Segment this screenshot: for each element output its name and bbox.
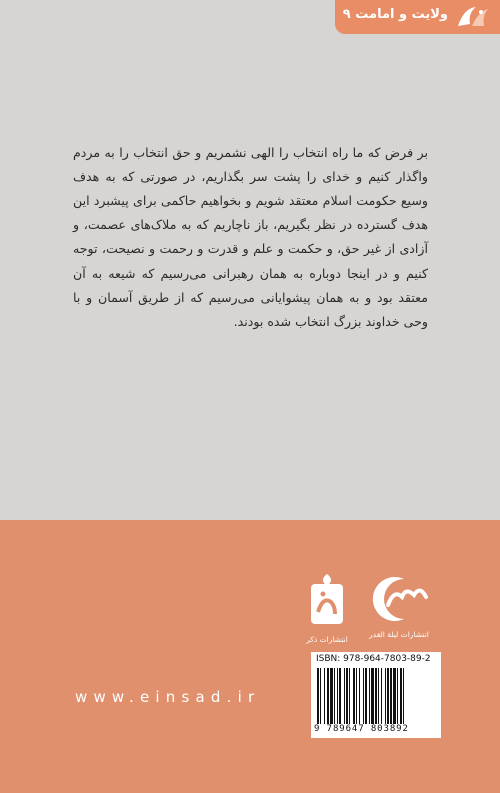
publisher-laylat-caption: انتشارات لیلة القدر — [369, 630, 429, 639]
website-link[interactable]: www.einsad.ir — [75, 688, 261, 706]
publisher-laylat-logo — [360, 575, 438, 639]
barcode-digits: 9 789647 803892 — [314, 724, 409, 734]
series-tab — [335, 0, 500, 34]
publisher-zekr-caption: انتشارات ذکر — [306, 635, 348, 644]
barcode-bars — [317, 668, 435, 724]
isbn-label: ISBN: 978-964-7803-89-2 — [316, 654, 431, 664]
zekr-emblem-icon — [305, 572, 349, 628]
series-title: ولایت و امامت ۹ — [342, 7, 448, 22]
back-cover-text: بر فرض که ما راه انتخاب را الهی نشمریم و حق انتخاب را به مردم واگذار کنیم و خدای را پشت سر بگذاریم، در صورتی که به هدف وسیع حکومت اسلام معتقد شویم و بخواهیم حاکمی برای پیشبرد این هدف گسترده در نظر بگیریم، باز ناچاریم که به ملاک‌های عصمت، و آزادی از غیر حق، و حکمت و علم و قدرت و رحمت و نصیحت، توجه کنیم و در اینجا دوباره به همان رهبرانی می‌رسیم که شیعه به آن معتقد بود و به همان پیشوایانی می‌رسیم که از طریق آسمان و با وحی خداوند بزرگ انتخاب شده بودند. — [73, 144, 428, 330]
publisher-zekr-logo — [294, 572, 360, 644]
series-logo-icon — [454, 4, 492, 30]
isbn-barcode — [311, 652, 441, 738]
crescent-moon-icon — [364, 575, 434, 623]
